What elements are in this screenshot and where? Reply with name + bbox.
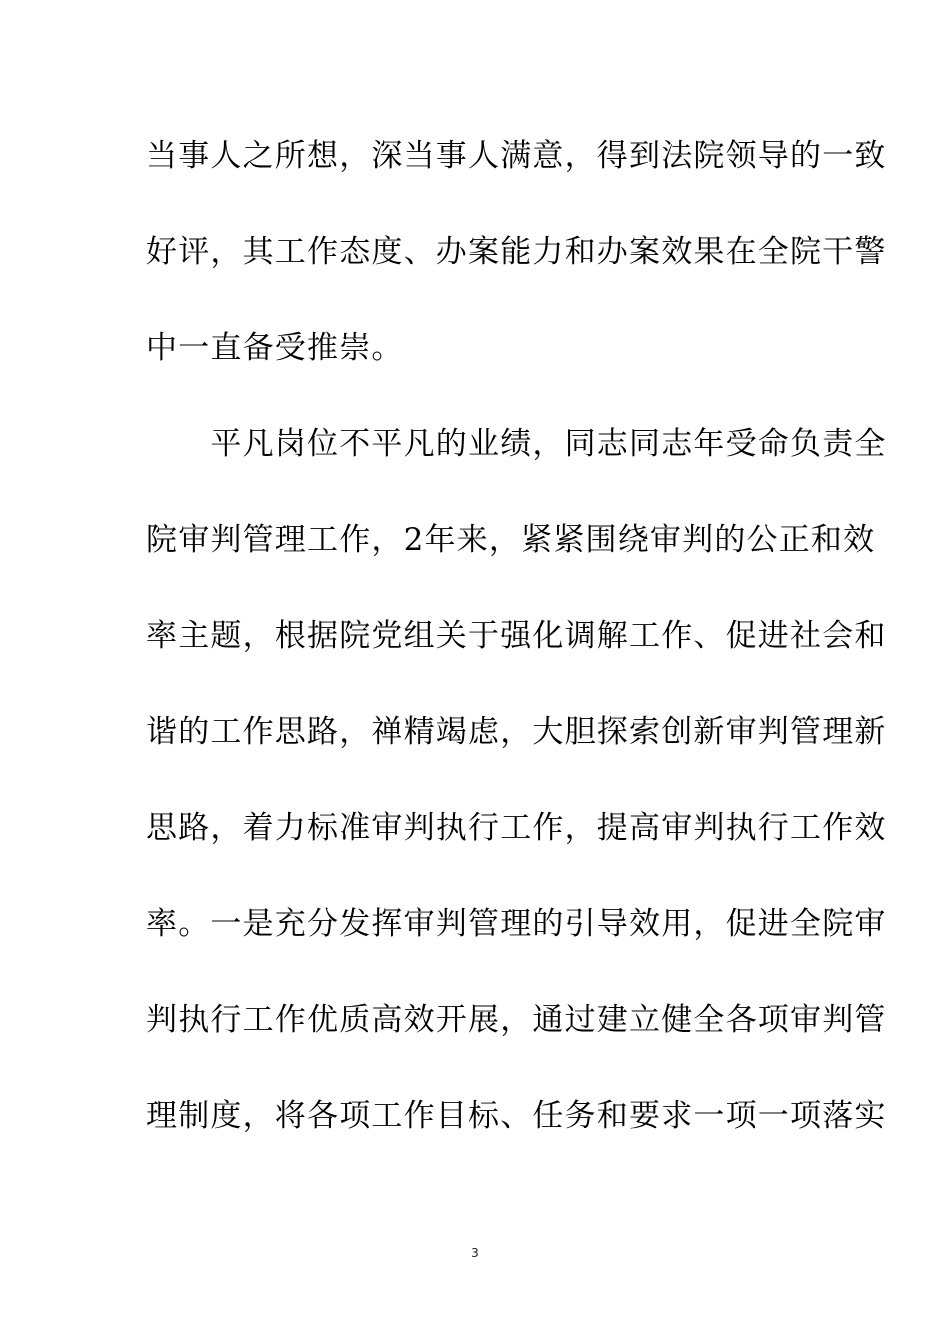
text-line: 好评，其工作态度、办案能力和办案效果在全院干警 <box>146 234 887 270</box>
text-line: 院审判管理工作，2年来，紧紧围绕审判的公正和效 <box>146 522 876 558</box>
paragraph-start-line: 平凡岗位不平凡的业绩，同志同志年受命负责全 <box>146 426 887 462</box>
text-line: 中一直备受推崇。 <box>146 330 404 366</box>
page-number: 3 <box>471 1246 479 1260</box>
body-text <box>146 128 887 1184</box>
text-line: 判执行工作优质高效开展，通过建立健全各项审判管 <box>146 1002 887 1038</box>
text-line: 率主题，根据院党组关于强化调解工作、促进社会和 <box>146 618 887 654</box>
text-line: 当事人之所想，深当事人满意，得到法院领导的一致 <box>146 138 887 174</box>
text-line: 谐的工作思路，禅精竭虑，大胆探索创新审判管理新 <box>146 714 887 750</box>
text-line: 率。一是充分发挥审判管理的引导效用，促进全院审 <box>146 906 887 942</box>
text-line: 思路，着力标准审判执行工作，提高审判执行工作效 <box>146 810 887 846</box>
text-line: 理制度，将各项工作目标、任务和要求一项一项落实 <box>146 1098 887 1134</box>
